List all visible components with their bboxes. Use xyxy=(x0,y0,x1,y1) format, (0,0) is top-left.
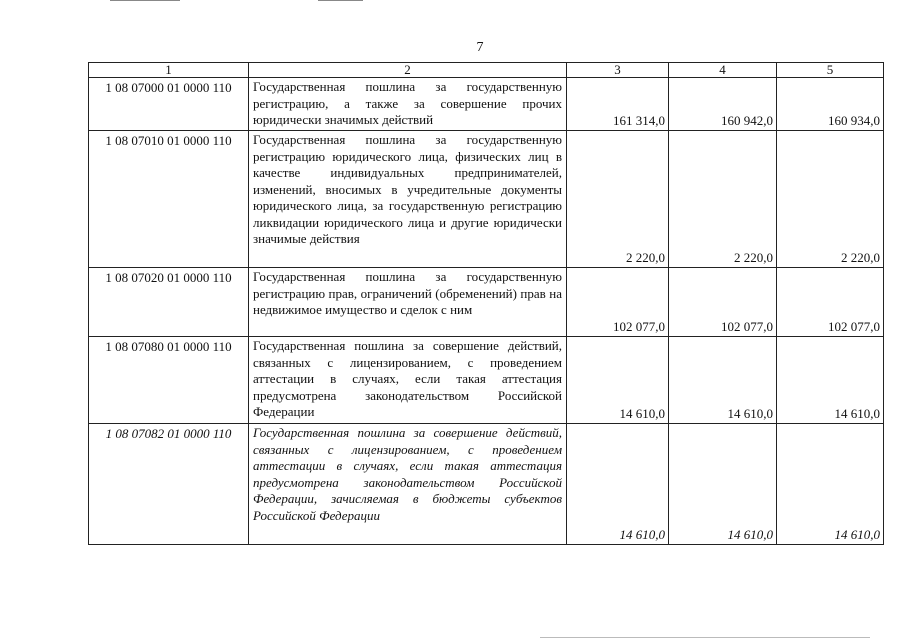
page-number: 7 xyxy=(476,40,484,55)
row-value-col3: 2 220,0 xyxy=(567,131,669,268)
table-row xyxy=(89,337,884,424)
scan-mark-top-right xyxy=(318,0,363,1)
header-col-3: 3 xyxy=(567,63,669,78)
row-value-col3: 14 610,0 xyxy=(567,424,669,545)
scan-mark-bottom-right xyxy=(540,637,870,638)
row-value-col4: 160 942,0 xyxy=(669,78,777,131)
header-row xyxy=(89,63,884,78)
row-description: Государственная пошлина за государственную регистрацию прав, ограничений (обременений) прав на недвижимое имущество и сделок с ним xyxy=(249,268,567,337)
header-col-1: 1 xyxy=(89,63,249,78)
row-description: Государственная пошлина за совершение действий, связанных с лицензированием, с проведением аттестации в случаях, если такая аттестация предусмотрена законодательством Российской Федерации xyxy=(249,337,567,424)
row-code: 1 08 07020 01 0000 110 xyxy=(89,268,249,337)
header-col-2: 2 xyxy=(249,63,567,78)
row-description: Государственная пошлина за государственную регистрацию юридического лица, физических лиц в качестве индивидуальных предпринимателей, изменений, вносимых в учредительные документы юридического лица, за государственную регистрацию ликвидации юридического лица и другие юридически значимые действия xyxy=(249,131,567,268)
table-row xyxy=(89,78,884,131)
table-row xyxy=(89,268,884,337)
budget-revenue-table xyxy=(88,62,884,545)
header-col-5: 5 xyxy=(777,63,884,78)
table-row xyxy=(89,424,884,545)
row-value-col4: 102 077,0 xyxy=(669,268,777,337)
table-row xyxy=(89,131,884,268)
row-value-col5: 160 934,0 xyxy=(777,78,884,131)
row-code: 1 08 07010 01 0000 110 xyxy=(89,131,249,268)
row-description: Государственная пошлина за государственную регистрацию, а также за совершение прочих юридически значимых действий xyxy=(249,78,567,131)
row-description: Государственная пошлина за совершение действий, связанных с лицензированием, с проведением аттестации в случаях, если такая аттестация предусмотрена законодательством Российской Федерации, зачисляемая в бюджеты субъектов Российской Федерации xyxy=(249,424,567,545)
row-value-col5: 102 077,0 xyxy=(777,268,884,337)
row-value-col3: 14 610,0 xyxy=(567,337,669,424)
row-value-col4: 2 220,0 xyxy=(669,131,777,268)
row-code: 1 08 07082 01 0000 110 xyxy=(89,424,249,545)
row-value-col4: 14 610,0 xyxy=(669,337,777,424)
row-code: 1 08 07000 01 0000 110 xyxy=(89,78,249,131)
row-value-col3: 102 077,0 xyxy=(567,268,669,337)
row-value-col3: 161 314,0 xyxy=(567,78,669,131)
row-value-col5: 14 610,0 xyxy=(777,424,884,545)
row-value-col5: 2 220,0 xyxy=(777,131,884,268)
row-value-col5: 14 610,0 xyxy=(777,337,884,424)
header-col-4: 4 xyxy=(669,63,777,78)
row-code: 1 08 07080 01 0000 110 xyxy=(89,337,249,424)
scan-mark-top-left xyxy=(110,0,180,1)
row-value-col4: 14 610,0 xyxy=(669,424,777,545)
